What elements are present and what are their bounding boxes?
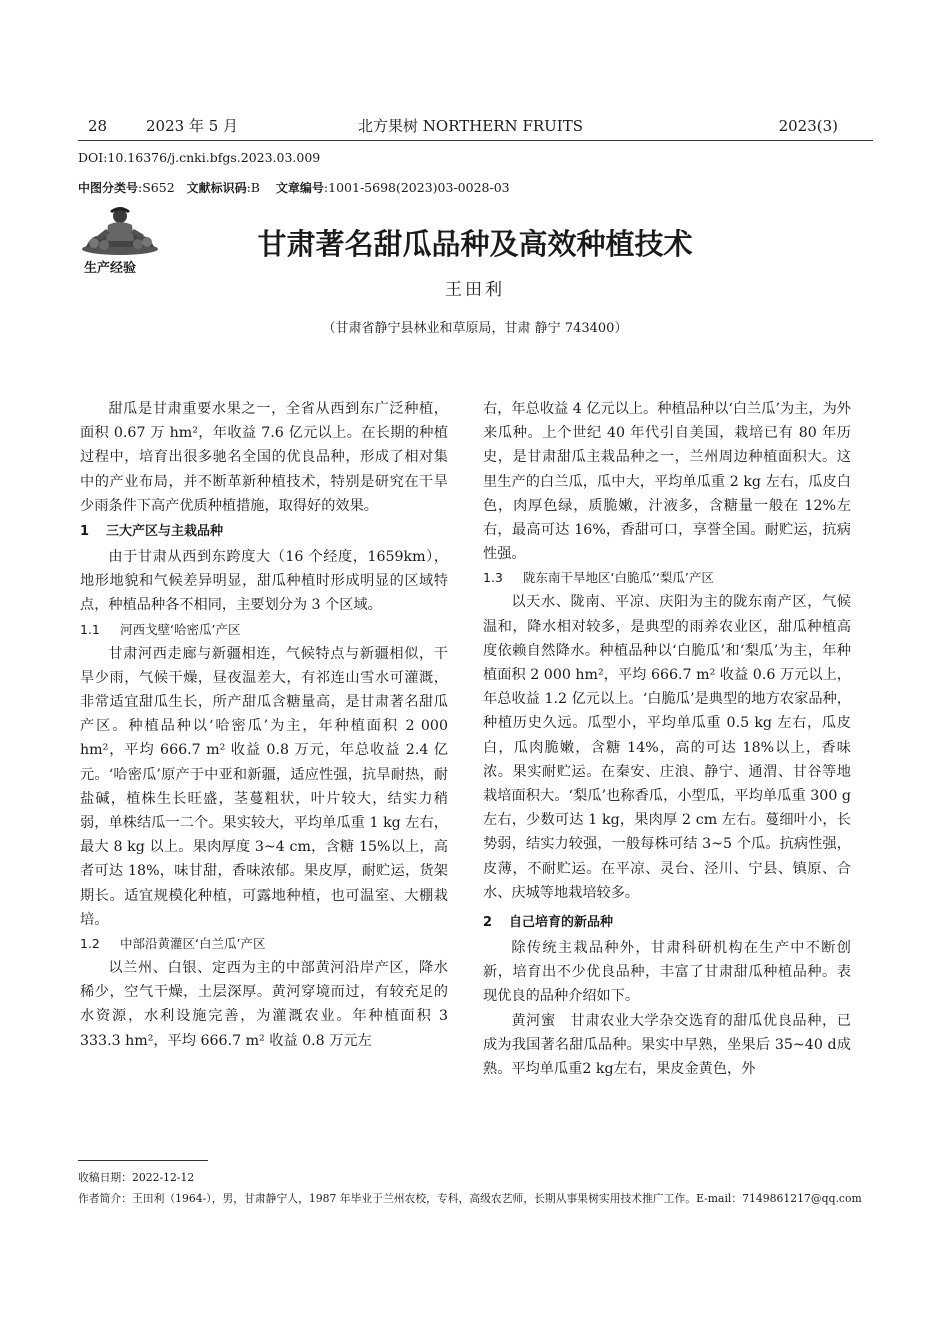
section-1-3-heading bbox=[483, 566, 851, 590]
article-title: 甘肃著名甜瓜品种及高效种植技术 bbox=[257, 227, 693, 261]
author: 王田利 bbox=[445, 280, 505, 300]
affiliation: （甘肃省静宁县林业和草原局，甘肃 静宁 743400） bbox=[322, 321, 628, 336]
article-no-label: 文章编号 bbox=[275, 181, 324, 195]
issue-number: 2023(3) bbox=[778, 117, 838, 135]
section-1-title: 三大产区与主栽品种 bbox=[106, 524, 224, 540]
left-column bbox=[80, 397, 448, 1053]
doc-code-value: :B bbox=[246, 180, 260, 195]
section-1-3-paragraph: 以天水、陇南、平凉、庆阳为主的陇东南产区，气候温和，降水相对较多，是典型的雨养农业区，甜瓜种植高度依赖自然降水。种植品种以‘白脆瓜’和‘梨瓜’为主，年种植面积 2 000 hm²，平均 666.7 m² 收益 0.6 万元以上，年总收益 1.2 亿元以上。‘白脆瓜’是典型的地方农家品种，种植历史久远。瓜型小，平均单瓜重 0.5 kg 左右，瓜皮白，瓜肉脆嫩，含糖 14%，高的可达 18%以上，香味浓。果实耐贮运。在秦安、庄浪、静宁、通渭、甘谷等地栽培面积大。‘梨瓜’也称香瓜，小型瓜，平均单瓜重 300 g 左右，少数可达 1 kg，果肉厚 2 cm 左右。蔓细叶小，长势弱，结实力较强，一般每株可结 3~5 个瓜。抗病性强，皮薄，不耐贮运。在平凉、灵台、泾川、宁县、镇原、合水、庆城等地栽培较多。 bbox=[483, 594, 851, 901]
section-2-paragraph: 除传统主栽品种外，甘肃科研机构在生产中不断创新，培育出不少优良品种，丰富了甘肃甜瓜种植品种。表现优良的品种介绍如下。 bbox=[483, 940, 851, 1005]
received-date: 收稿日期：2022-12-12 bbox=[78, 1171, 195, 1184]
issue-date: 2023 年 5 月 bbox=[146, 117, 239, 135]
section-1-2-paragraph: 以兰州、白银、定西为主的中部黄河沿岸产区，降水稀少，空气干燥，土层深厚。黄河穿境而过，有较充足的水资源，水利设施完善，为灌溉农业。年种植面积 3 333.3 hm²，平均 666.7 m² 收益 0.8 万元左 bbox=[80, 960, 448, 1049]
section-1-1-paragraph: 甘肃河西走廊与新疆相连，气候特点与新疆相似，干旱少雨，气候干燥，昼夜温差大，有祁连山雪水可灌溉，非常适宜甜瓜生长，所产甜瓜含糖量高，是甘肃著名甜瓜产区。种植品种以‘哈密瓜’为主，年种植面积 2 000 hm²，平均 666.7 m² 收益 0.8 万元，年总收益 2.4 亿元。‘哈密瓜’原产于中亚和新疆，适应性强，抗旱耐热，耐盐碱，植株生长旺盛，茎蔓粗状，叶片较大，结实力稍弱，单株结瓜一二个。果实较大，平均单瓜重 1 kg 左右，最大 8 kg 以上。果肉厚度 3~4 cm，含糖 15%以上，高者可达 18%，味甘甜，香味浓郁。果皮厚，耐贮运，货架期长。适宜规模化种植，可露地种植，也可温室、大棚栽培。 bbox=[80, 645, 448, 928]
column-badge: 生产经验 bbox=[84, 261, 137, 276]
classification-line bbox=[78, 179, 510, 197]
section-2-heading bbox=[483, 911, 851, 935]
section-1-paragraph: 由于甘肃从西到东跨度大（16 个经度，1659km），地形地貌和气候差异明显，甜瓜种植时形成明显的区域特点，种植品种各不相同，主要划分为 3 个区域。 bbox=[80, 549, 448, 614]
intro-paragraph: 甜瓜是甘肃重要水果之一，全省从西到东广泛种植，面积 0.67 万 hm²，年收益 7.6 亿元以上。在长期的种植过程中，培育出很多驰名全国的优良品种，形成了相对集中的产业布局，并不断革新种植技术，特别是研究在干旱少雨条件下高产优质种植措施，取得好的效果。 bbox=[80, 401, 448, 514]
doc-code-label: 文献标识码 bbox=[186, 181, 247, 195]
section-1-2-title: 中部沿黄灌区‘白兰瓜’产区 bbox=[120, 936, 266, 952]
section-1-2-continued: 右，年总收益 4 亿元以上。种植品种以‘白兰瓜’为主，为外来瓜种。上个世纪 40 年代引自美国，栽培已有 80 年历史，是甘肃甜瓜主栽品种之一，兰州周边种植面积大。这里生产的白兰瓜，瓜中大，平均单瓜重 2 kg 左右，瓜皮白色，肉厚色绿，质脆嫩，汁液多，含糖量一般在 12%左右，最高可达 16%，香甜可口，享誉全国。耐贮运，抗病性强。 bbox=[483, 401, 851, 563]
section-1-heading bbox=[80, 520, 448, 544]
page-number: 28 bbox=[88, 117, 108, 135]
doi: DOI:10.16376/j.cnki.bfgs.2023.03.009 bbox=[78, 150, 321, 165]
section-2-title: 自己培育的新品种 bbox=[509, 915, 614, 931]
section-1-1-title: 河西戈壁‘哈密瓜’产区 bbox=[120, 621, 241, 637]
journal-name: 北方果树 NORTHERN FRUITS bbox=[358, 117, 583, 135]
clc-value: :S652 bbox=[138, 180, 175, 195]
section-2-variety-paragraph: 黄河蜜 甘肃农业大学杂交选育的甜瓜优良品种，已成为我国著名甜瓜品种。果实中早熟，坐果后 35~40 d成熟。平均单瓜重2 kg左右，果皮金黄色，外 bbox=[483, 1012, 851, 1078]
section-1-3-number: 1.3 bbox=[483, 570, 503, 586]
section-1-number: 1 bbox=[80, 524, 90, 540]
section-1-1-heading bbox=[80, 618, 448, 642]
right-column bbox=[483, 397, 851, 1081]
footnote-rule bbox=[78, 1160, 208, 1161]
author-bio: 作者简介：王田利（1964-），男，甘肃静宁人，1987 年毕业于兰州农校，专科，高级农艺师，长期从事果树实用技术推广工作。E-mail：7149861217@qq.com bbox=[78, 1192, 862, 1205]
section-1-3-title: 陇东南干旱地区‘白脆瓜’‘梨瓜’产区 bbox=[523, 570, 714, 586]
article-no-value: :1001-5698(2023)03-0028-03 bbox=[323, 180, 510, 195]
section-2-number: 2 bbox=[483, 915, 493, 931]
header-rule bbox=[78, 140, 873, 141]
section-1-2-number: 1.2 bbox=[80, 936, 100, 952]
clc-label: 中图分类号 bbox=[78, 181, 139, 195]
section-1-1-number: 1.1 bbox=[80, 621, 100, 637]
section-1-2-heading bbox=[80, 932, 448, 956]
